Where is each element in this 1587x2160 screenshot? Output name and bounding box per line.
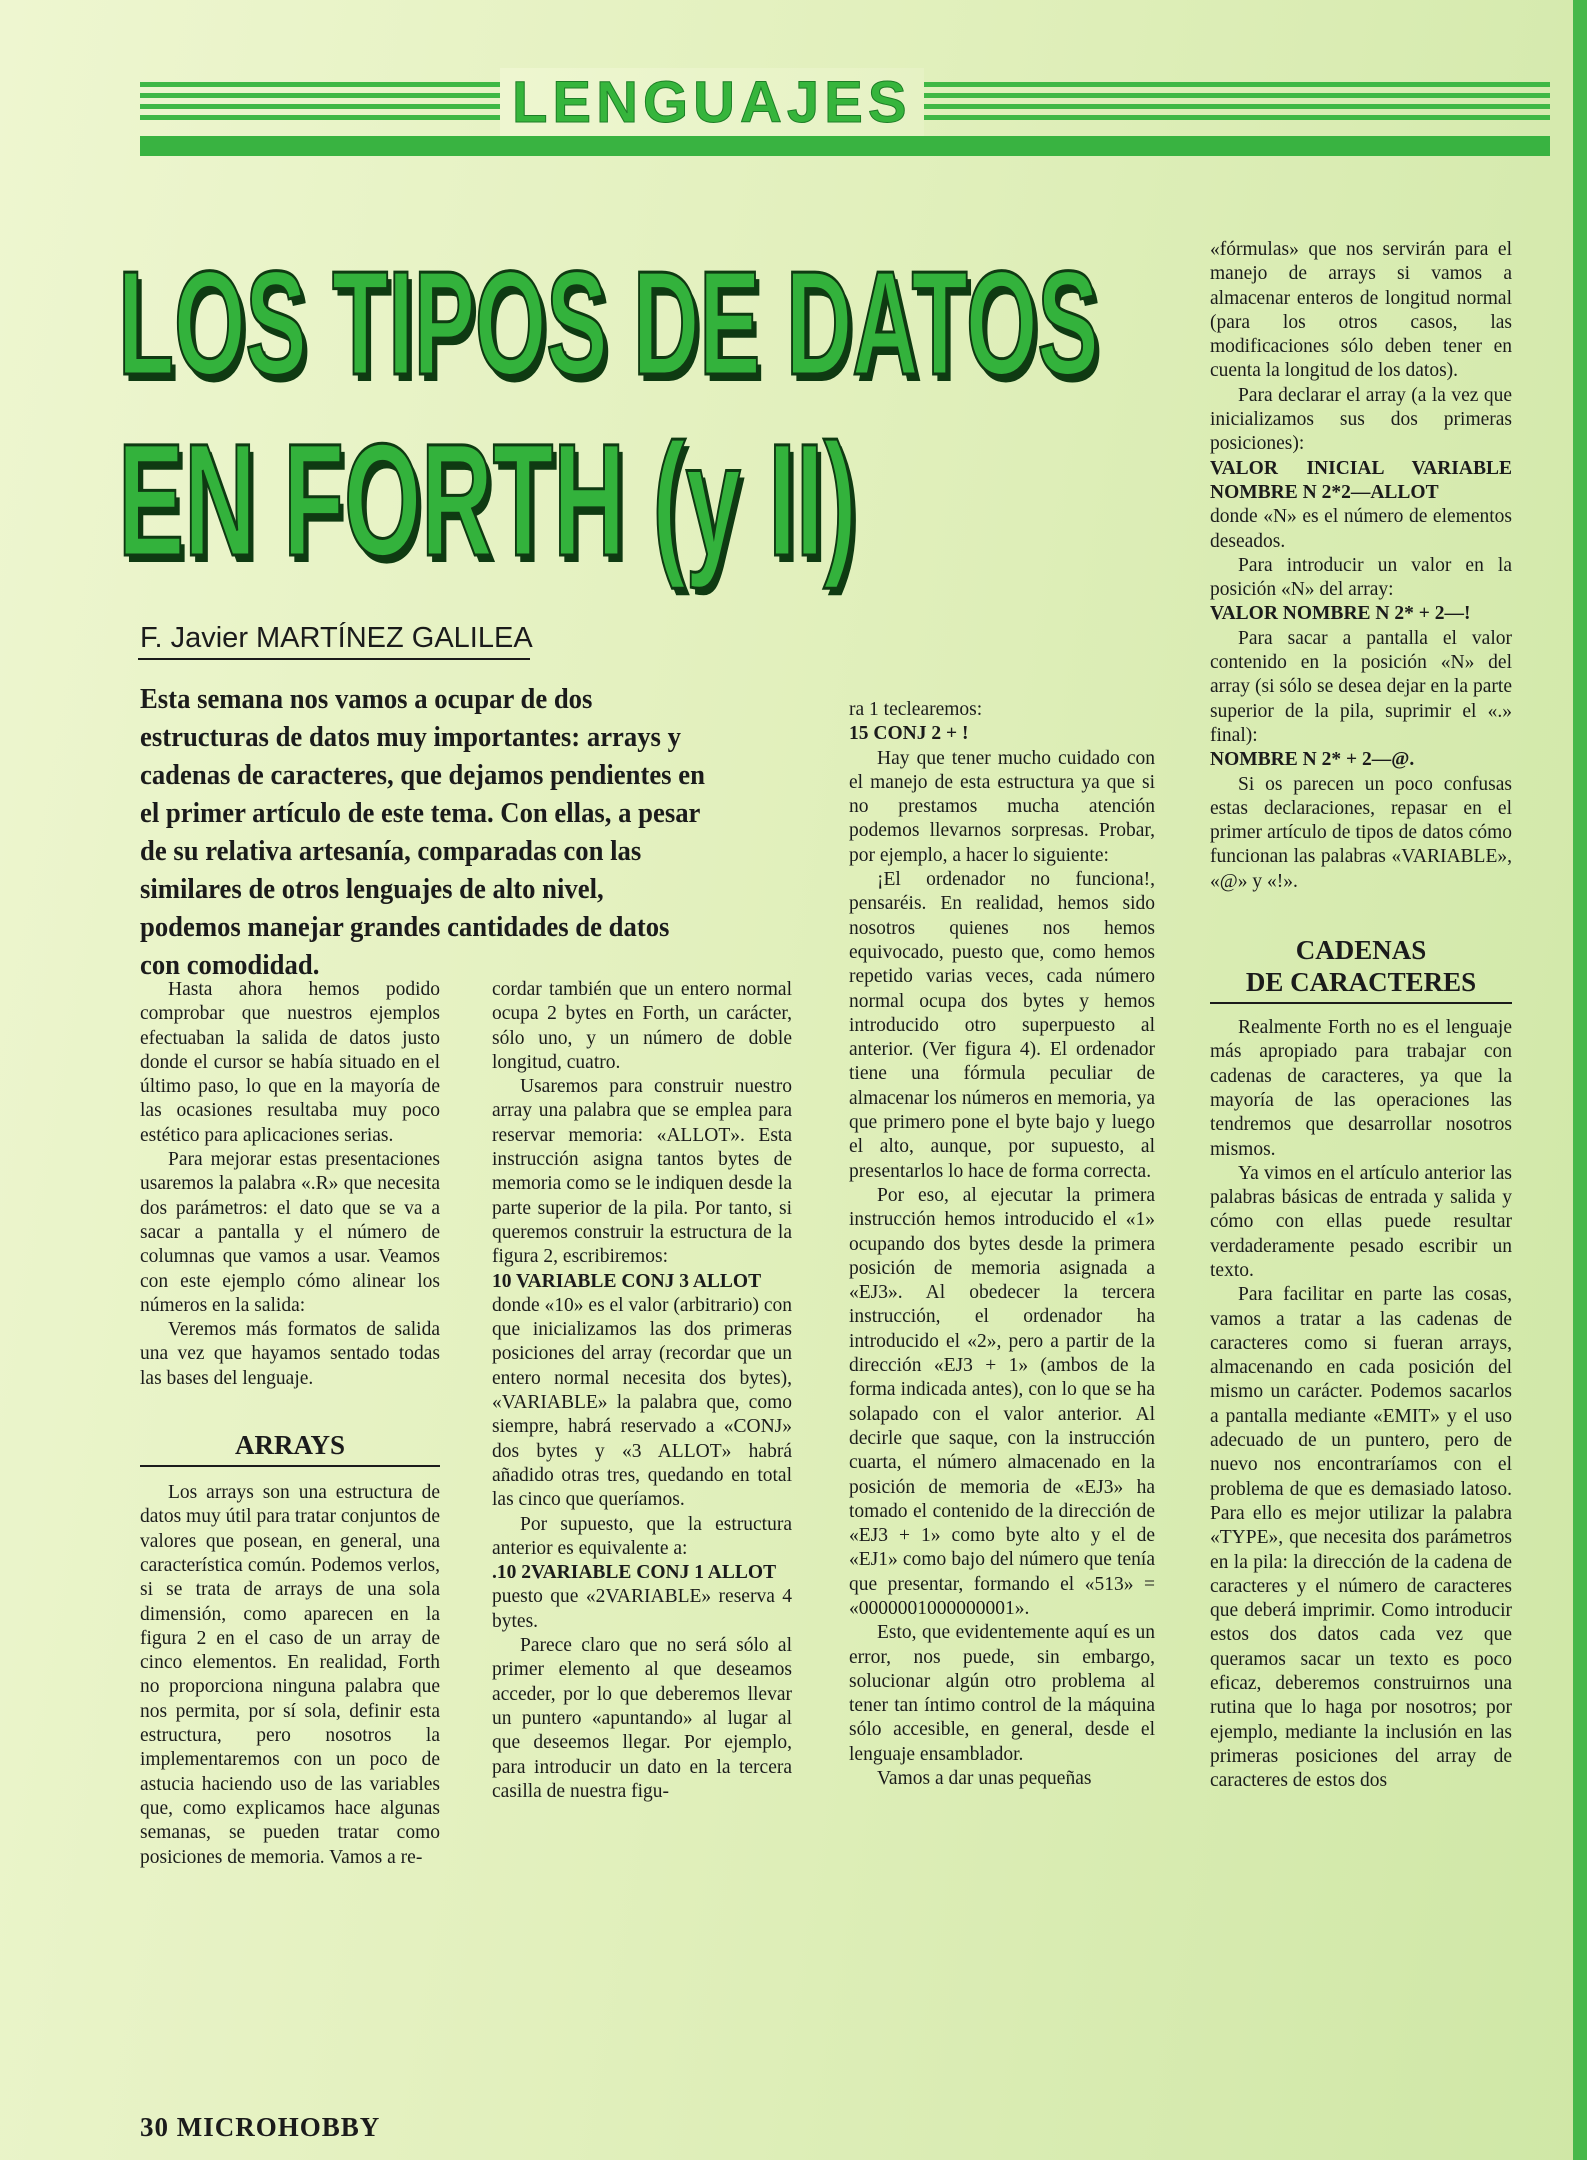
paragraph: Para mejorar estas presentaciones usaremos la palabra «.R» que necesita dos parámetros: el dato que se va a sacar a pantalla y el número de columnas que vamos a usar. Veamos con este ejemplo cómo alinear los números en la salida: bbox=[140, 1149, 440, 1316]
code-line: VALOR INICIAL VARIABLE NOMBRE N 2*2—ALLOT bbox=[1210, 457, 1512, 503]
paragraph: Para introducir un valor en la posición «N» del array: bbox=[1210, 554, 1512, 601]
article-lede: Esta semana nos vamos a ocupar de dos estructuras de datos muy importantes: arrays y cadenas de caracteres, que dejamos pendientes en el primer artículo de este tema. Con ellas, a pesar de su relativa artesanía, comparadas con las similares de otros lenguajes de alto nivel, podemos manejar grandes cantidades de datos con comodidad. bbox=[140, 683, 705, 981]
paragraph: Vamos a dar unas pequeñas bbox=[877, 1768, 1092, 1790]
paragraph: Hay que tener mucho cuidado con el manejo de esta estructura ya que si no prestamos mucha atención podemos llevarnos sorpresas. Probar, por ejemplo, a hacer lo siguiente: bbox=[849, 747, 1155, 866]
paragraph: cordar también que un entero normal ocupa 2 bytes en Forth, un carácter, sólo uno, y un número de doble longitud, cuatro. bbox=[492, 979, 792, 1073]
code-line: .10 2VARIABLE CONJ 1 ALLOT bbox=[492, 1562, 777, 1584]
paragraph: Los arrays son una estructura de datos muy útil para tratar conjuntos de valores que posean, en general, una característica común. Podemos verlos, si se trata de arrays de una sola dimensión, como aparecen en la figura 2 en el caso de un array de cinco elementos. En realidad, Forth no proporciona ninguna palabra que nos permita, por sí sola, definir esta estructura, pero nosotros la implementaremos con un poco de astucia haciendo uso de las variables que, como explicamos hace algunas semanas, se pueden tratar como posiciones de memoria. Vamos a re- bbox=[140, 1482, 441, 1868]
paragraph: Para facilitar en parte las cosas, vamos a tratar a las cadenas de caracteres como si fueran arrays, almacenando en cada posición del mismo un carácter. Podemos sacarlos a pantalla mediante «EMIT» y el uso adecuado de un puntero, pero de nuevo nos encontraríamos con el problema de que es demasiado latoso. Para ello es mejor utilizar la palabra «TYPE», que necesita dos parámetros en la pila: la dirección de la cadena de caracteres y el número de caracteres que deberá imprimir. Como introducir estos dos datos cada vez que queramos sacar un texto es poco eficaz, deberemos construirnos una rutina que lo haga por nosotros; por ejemplo, mediante la inclusión en las primeras posiciones del array de caracteres de estos dos bbox=[1210, 1284, 1512, 1792]
section-heading-arrays: ARRAYS bbox=[234, 1430, 346, 1461]
section-label: LENGUAJES bbox=[500, 68, 924, 138]
paragraph: Veremos más formatos de salida una vez que hayamos sentado todas las bases del lenguaje. bbox=[140, 1319, 440, 1389]
byline-rule bbox=[138, 658, 530, 660]
column-3 bbox=[849, 698, 1155, 1791]
author-byline: F. Javier MARTÍNEZ GALILEA bbox=[140, 622, 533, 654]
code-line: VALOR NOMBRE N 2* + 2—! bbox=[1210, 603, 1471, 625]
paragraph: «fórmulas» que nos servirán para el manejo de arrays si vamos a almacenar enteros de longitud normal (para los otros casos, las modificaciones sólo deben tener en cuenta la longitud de los datos). bbox=[1210, 239, 1512, 382]
section-heading-cadenas: CADENAS bbox=[1295, 935, 1427, 966]
column-4 bbox=[1210, 238, 1512, 1794]
article-title-line-2: EN FORTH (y II) bbox=[118, 410, 857, 589]
paragraph: Parece claro que no será sólo al primer elemento al que deseamos acceder, por lo que deberemos llevar un puntero «apuntando» al lugar al que deseemos llegar. Por ejemplo, para introducir un dato en la tercera casilla de nuestra figu- bbox=[492, 1635, 792, 1802]
paragraph: ra 1 teclearemos: bbox=[849, 699, 983, 720]
heading-rule bbox=[140, 1465, 440, 1467]
paragraph: donde «10» es el valor (arbitrario) con que inicializamos las dos primeras posiciones del array (recordar que un entero normal necesita dos bytes), «VARIABLE» la palabra que, como siempre, habrá reservado a «CONJ» dos bytes y «3 ALLOT» habrá añadido otras tres, quedando en total las cinco que queríamos. bbox=[492, 1294, 792, 1511]
page-footer: 30 MICROHOBBY bbox=[140, 2112, 381, 2142]
paragraph: Si os parecen un poco confusas estas declaraciones, repasar en el primer artículo de tipos de datos cómo funcionan las palabras «VARIABLE», «@» y «!». bbox=[1210, 773, 1512, 892]
article-title-line-1: LOS TIPOS DE DATOS bbox=[118, 241, 1099, 406]
paragraph: Por supuesto, que la estructura anterior es equivalente a: bbox=[492, 1513, 792, 1559]
paragraph: donde «N» es el número de elementos deseados. bbox=[1210, 506, 1512, 552]
code-line: 10 VARIABLE CONJ 3 ALLOT bbox=[492, 1270, 762, 1292]
header-bar bbox=[140, 136, 1550, 156]
code-line: NOMBRE N 2* + 2—@. bbox=[1210, 749, 1415, 771]
paragraph: Esto, que evidentemente aquí es un error, nos puede, sin embargo, solucionar algún otro problema al tener tan íntimo control de la máquina sólo accesible, en general, desde el lenguaje ensamblador. bbox=[849, 1622, 1155, 1765]
paragraph: Para declarar el array (a la vez que inicializamos sus dos primeras posiciones): bbox=[1210, 384, 1512, 455]
paragraph: ¡El ordenador no funciona!, pensaréis. En realidad, hemos sido nosotros quienes nos hemos equivocado, puesto que, como hemos repetido varias veces, cada número normal ocupa dos bytes y hemos introducido otro superpuesto al anterior. (Ver figura 4). El ordenador tiene una fórmula peculiar de almacenar los números en memoria, ya que primero pone el byte bajo y luego el alto, aunque, por supuesto, al presentarlos lo hace de forma correcta. bbox=[849, 869, 1155, 1182]
column-1 bbox=[140, 978, 440, 1870]
paragraph: Realmente Forth no es el lenguaje más apropiado para trabajar con cadenas de caracteres, ya que la mayoría de las operaciones las tendremos que desarrollar nosotros mismos. bbox=[1210, 1017, 1512, 1160]
paragraph: Por eso, al ejecutar la primera instrucción hemos introducido el «1» ocupando dos bytes desde la primera posición de memoria asignada a «EJ3». Al obedecer la tercera instrucción, el ordenador ha introducido el «2», pero a partir de la dirección «EJ3 + 1» (ambos de la forma indicada antes), con lo que se ha solapado con el valor anterior. Al decirle que saque, con la instrucción cuarta, el número almacenado en la posición de memoria de «EJ3» ha tomado el contenido de la dirección de «EJ3 + 1» como byte alto y el de «EJ1» como bajo del número que tenía que presentar, formando el «513» = «0000001000000001». bbox=[849, 1184, 1155, 1619]
paragraph: Para sacar a pantalla el valor contenido en la posición «N» del array (si sólo se desea dejar en la parte superior de la pila, suprimir el «.» final): bbox=[1210, 627, 1512, 746]
paragraph: Usaremos para construir nuestro array una palabra que se emplea para reservar memoria: «ALLOT». Esta instrucción asigna tantos bytes de memoria como se le indiquen desde la parte superior de la pila. Por tanto, si queremos construir la estructura de la figura 2, escribiremos: bbox=[492, 1076, 792, 1268]
page-edge-bar bbox=[1573, 0, 1587, 2160]
code-line: 15 CONJ 2 + ! bbox=[849, 723, 969, 745]
paragraph: puesto que «2VARIABLE» reserva 4 bytes. bbox=[492, 1586, 792, 1632]
paragraph: Hasta ahora hemos podido comprobar que nuestros ejemplos efectuaban la salida de datos justo donde el cursor se había situado en el último paso, lo que en la mayoría de las ocasiones resultaba muy poco estético para aplicaciones serias. bbox=[140, 979, 440, 1146]
column-2 bbox=[492, 978, 792, 1804]
paragraph: Ya vimos en el artículo anterior las palabras básicas de entrada y salida y cómo con ellas puede resultar verdaderamente pesado escribir un texto. bbox=[1210, 1162, 1512, 1281]
heading-rule bbox=[1210, 1002, 1512, 1004]
section-heading-caracteres: DE CARACTERES bbox=[1245, 967, 1477, 998]
